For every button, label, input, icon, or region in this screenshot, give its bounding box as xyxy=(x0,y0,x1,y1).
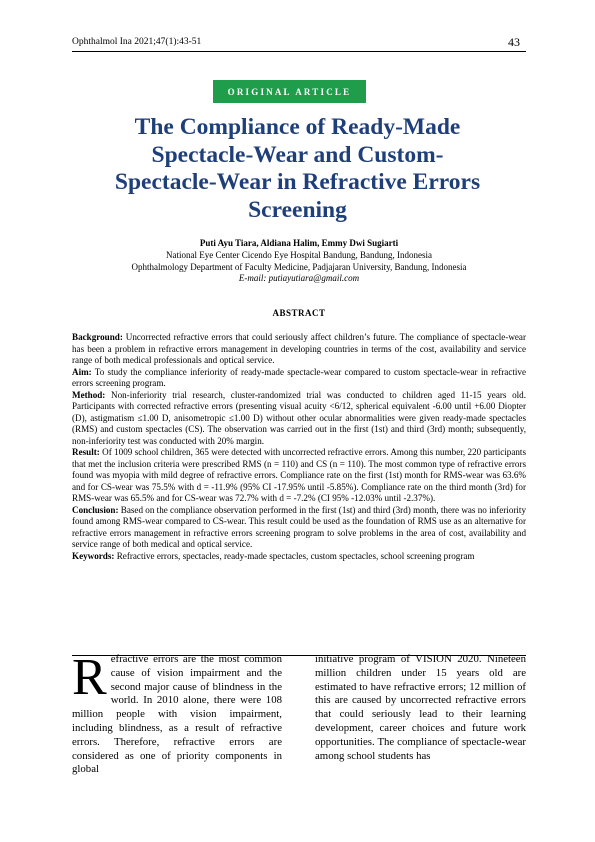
background-text: Uncorrected refractive errors that could seriously affect children’s future. The compliance of spectacle-wear has been a problem in refractive errors management in developing countries in terms of the cost, availability and service range of both medical professionals and optical service. xyxy=(72,332,526,365)
title-line: Screening xyxy=(248,196,347,223)
abstract-heading: ABSTRACT xyxy=(272,308,326,318)
body-column-left xyxy=(72,649,282,777)
author-block xyxy=(72,238,526,285)
article-title xyxy=(60,114,535,224)
method-text: Non-inferiority trial research, cluster-randomized trial was conducted to children aged 11-15 years old. Participants with corrected refractive errors (presenting visual acuity <6/12, spherical equivalent -6.00 until +6.00 Diopter (D), astigmatism ≤1.00 D, anisometropic ≤1.00 D) without other ocular abnormalities were given ready-made spectacles (RMS) and custom spectacles (CS). The observation was carried out in the first (1st) and third (3rd) month; subsequently, non-inferiority test was conducted with 20% margin. xyxy=(72,389,526,446)
aim-label: Aim: xyxy=(72,366,92,377)
title-line: Spectacle-Wear and Custom- xyxy=(151,141,444,168)
abstract-conclusion xyxy=(72,505,526,551)
body-text-right: initiative program of VISION 2020. Nineteen million children under 15 years old are estimated to have refractive errors; 12 million of this are caused by uncorrected refractive errors that could seriously lead to their learning development, career choices and future work opportunities. The compliance of spectacle-wear among school students has xyxy=(315,653,526,762)
abstract-body xyxy=(72,332,526,562)
abstract-background xyxy=(72,332,526,367)
conclusion-label: Conclusion: xyxy=(72,504,119,515)
author-names: Puti Ayu Tiara, Aldiana Halim, Emmy Dwi Sugiarti xyxy=(199,238,399,248)
method-label: Method: xyxy=(72,389,106,400)
affiliation: National Eye Center Cicendo Eye Hospital Bandung, Bandung, Indonesia xyxy=(166,249,432,260)
article-type-label: ORIGINAL ARTICLE xyxy=(227,86,352,97)
result-text: Of 1009 school children, 365 were detected with uncorrected refractive errors. Among this number, 220 participants that met the inclusion criteria were prescribed RMS (n = 110) and CS (n = 110). The most common type of refractive errors found was myopia with mild degree of refractive errors. Compliance rate on the first (1st) month for RMS-wear was 63.6% and for CS-wear was 75.5% with d = -11.9% (95% CI -17.95% until -5.85%). Compliance rate on the third month (3rd) for RMS-wear was 65.5% and for CS-wear was 72.7% with d = -7.2% (CI 95% -12.03% until -2.37%). xyxy=(72,447,526,503)
abstract-aim xyxy=(72,367,526,390)
author-email[interactable]: E-mail: putiayutiara@gmail.com xyxy=(238,273,360,284)
conclusion-text: Based on the compliance observation performed in the first (1st) and third (3rd) month, there was no inferiority found among RMS-wear compared to CS-wear. This result could be used as the foundation of RMS use as an alternative for refractive errors management in refractive errors screening program to solve problems in the area of cost, availability and service range of both medical and optical service. xyxy=(72,504,526,549)
result-label: Result: xyxy=(72,447,100,457)
aim-text: To study the compliance inferiority of ready-made spectacle-wear compared to custom spectacle-wear in refractive errors screening program. xyxy=(72,366,526,388)
affiliation: Ophthalmology Department of Faculty Medicine, Padjajaran University, Bandung, Indonesia xyxy=(131,261,467,272)
abstract-result xyxy=(72,447,526,505)
article-type-banner xyxy=(213,80,366,103)
drop-cap: R xyxy=(72,649,107,706)
keywords-label: Keywords: xyxy=(72,550,115,561)
title-line: Spectacle-Wear in Refractive Errors xyxy=(114,169,481,195)
background-label: Background: xyxy=(72,332,123,342)
body-text-left: efractive errors are the most common cause of vision impairment and the second major cause of blindness in the world. In 2010 alone, there were 108 million people with vision impairment, including blindness, as a result of refractive errors. Therefore, refractive errors are considered as one of priority components in global xyxy=(72,653,282,776)
abstract-keywords xyxy=(72,551,526,563)
body-column-right xyxy=(315,653,526,763)
abstract-method xyxy=(72,390,526,448)
page-number: 43 xyxy=(508,35,520,49)
title-line: The Compliance of Ready-Made xyxy=(134,114,461,140)
header-divider xyxy=(72,51,526,52)
journal-citation: Ophthalmol Ina 2021;47(1):43-51 xyxy=(72,37,202,47)
keywords-text: Refractive errors, spectacles, ready-made spectacles, custom spectacles, school screening program xyxy=(114,550,475,561)
